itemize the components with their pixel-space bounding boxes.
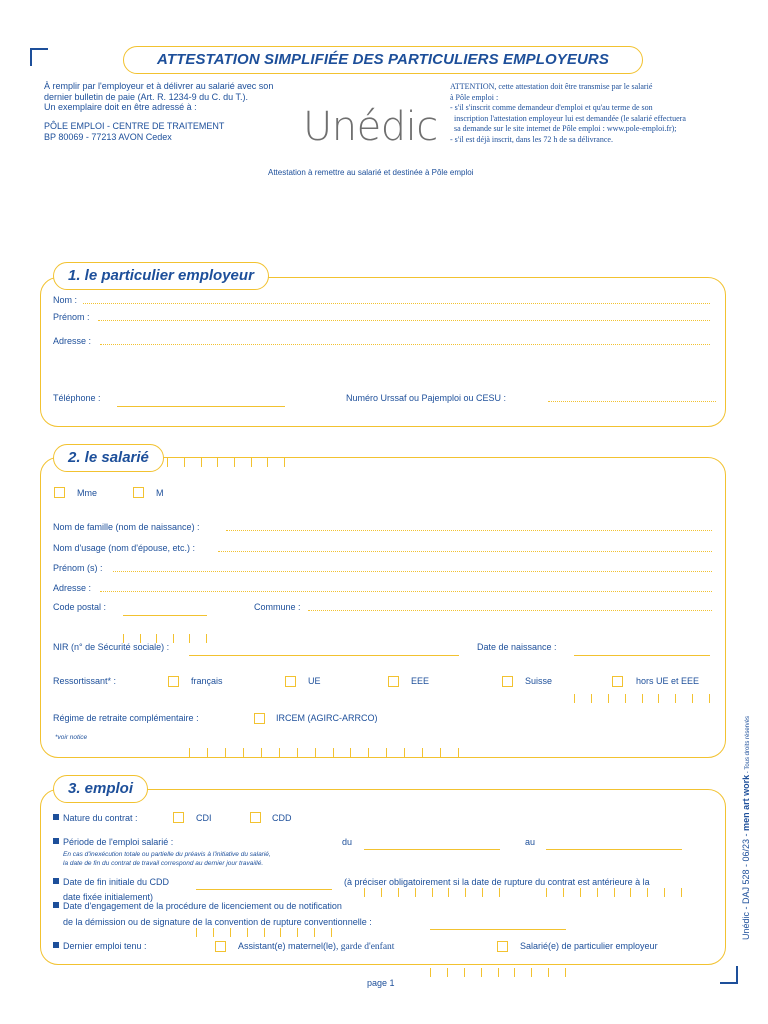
vertical-credits-small: - Tous droits réservés bbox=[745, 715, 751, 775]
periode-note-line: En cas d'inexécution totale ou partielle du préavis à l'initiative du salarié, bbox=[63, 851, 271, 858]
date-naissance-field[interactable] bbox=[574, 640, 710, 656]
date-fin-cdd-text: Date de fin initiale du CDD bbox=[63, 877, 170, 887]
suisse-label: Suisse bbox=[525, 676, 553, 686]
instruction-line: Un exemplaire doit en être adressé à : bbox=[44, 102, 197, 112]
nature-contrat-label bbox=[53, 813, 138, 823]
eee-checkbox[interactable] bbox=[388, 676, 399, 687]
salarie-adresse-label: Adresse : bbox=[53, 583, 92, 593]
cdi-checkbox[interactable] bbox=[173, 812, 184, 823]
instruction-line: À remplir par l'employeur et à délivrer au salarié avec son bbox=[44, 81, 274, 91]
assistant-checkbox[interactable] bbox=[215, 941, 226, 952]
employer-nom-label: Nom : bbox=[53, 295, 78, 305]
date-fin-cdd-label bbox=[53, 877, 169, 887]
nom-usage-field[interactable] bbox=[218, 551, 712, 552]
ue-label: UE bbox=[308, 676, 321, 686]
commune-label: Commune : bbox=[254, 602, 301, 612]
section-employee-title-text: 2. le salarié bbox=[68, 449, 149, 466]
engagement-label bbox=[53, 901, 342, 911]
cdi-label: CDI bbox=[196, 813, 212, 823]
hors-ue-checkbox[interactable] bbox=[612, 676, 623, 687]
section-emploi-title bbox=[53, 775, 148, 803]
periode-text: Période de l'emploi salarié : bbox=[63, 837, 174, 847]
date-fin-cdd-field[interactable] bbox=[196, 874, 332, 890]
m-label: M bbox=[156, 488, 164, 498]
mme-label: Mme bbox=[77, 488, 97, 498]
cdd-label: CDD bbox=[272, 813, 292, 823]
employer-nom-field[interactable] bbox=[83, 303, 710, 304]
section-employee-title bbox=[53, 444, 164, 472]
prenoms-label: Prénom (s) : bbox=[53, 563, 103, 573]
voir-notice: *voir notice bbox=[55, 734, 88, 741]
francais-checkbox[interactable] bbox=[168, 676, 179, 687]
nom-famille-label: Nom de famille (nom de naissance) : bbox=[53, 522, 200, 532]
document-title bbox=[123, 46, 643, 74]
regime-label: Régime de retraite complémentaire : bbox=[53, 713, 199, 723]
corner-mark-top-left bbox=[30, 48, 48, 66]
ircem-label: IRCEM (AGIRC-ARRCO) bbox=[276, 713, 378, 723]
employer-urssaf-label: Numéro Urssaf ou Pajemploi ou CESU : bbox=[346, 393, 507, 403]
francais-label: français bbox=[191, 676, 223, 686]
attention-line: - s'il s'inscrit comme demandeur d'emploi et qu'au terme de son bbox=[450, 103, 653, 113]
section-employer-title bbox=[53, 262, 269, 290]
code-postal-label: Code postal : bbox=[53, 602, 107, 612]
header-instructions bbox=[44, 81, 273, 113]
cdd-checkbox[interactable] bbox=[250, 812, 261, 823]
ue-checkbox[interactable] bbox=[285, 676, 296, 687]
employer-prenom-field[interactable] bbox=[98, 320, 710, 321]
attention-line: sa demande sur le site internet de Pôle emploi : www.pole-emploi.fr); bbox=[454, 124, 677, 134]
instruction-line: dernier bulletin de paie (Art. R. 1234-9 du C. du T.). bbox=[44, 91, 248, 102]
prenoms-field[interactable] bbox=[113, 571, 712, 572]
salarie-adresse-field[interactable] bbox=[100, 591, 712, 592]
au-label: au bbox=[525, 837, 536, 847]
assistant-text: Assistant(e) maternel(le) bbox=[238, 941, 337, 951]
nir-field[interactable] bbox=[189, 640, 459, 656]
date-naissance-label: Date de naissance : bbox=[477, 642, 557, 652]
periode-label bbox=[53, 837, 173, 847]
ressortissant-label: Ressortissant* : bbox=[53, 676, 117, 686]
employer-prenom-label: Prénom : bbox=[53, 312, 90, 322]
du-label: du bbox=[342, 837, 353, 847]
periode-au-field[interactable] bbox=[546, 834, 682, 850]
suisse-checkbox[interactable] bbox=[502, 676, 513, 687]
mme-checkbox[interactable] bbox=[54, 487, 65, 498]
section-employer-title-text: 1. le particulier employeur bbox=[68, 267, 254, 284]
salarie-pe-label: Salarié(e) de particulier employeur bbox=[520, 941, 658, 951]
employer-adresse-label: Adresse : bbox=[53, 336, 92, 346]
attention-line: inscription l'attestation employeur lui est demandée (le salarié effectuera bbox=[454, 113, 686, 123]
employer-telephone-field[interactable] bbox=[117, 391, 285, 407]
periode-du-field[interactable] bbox=[364, 834, 500, 850]
section-emploi-title-text: 3. emploi bbox=[68, 780, 134, 797]
pole-emploi-address bbox=[44, 121, 224, 142]
hors-ue-label: hors UE et EEE bbox=[636, 676, 700, 686]
periode-note-line: la date de fin du contrat de travail correspond au dernier jour travaillé. bbox=[63, 859, 264, 867]
date-fin-cdd-note: (à préciser obligatoirement si la date de rupture du contrat est antérieure à la bbox=[344, 877, 650, 887]
m-checkbox[interactable] bbox=[133, 487, 144, 498]
unedic-logo: Unédic bbox=[303, 104, 438, 150]
nir-label: NIR (n° de Sécurité sociale) : bbox=[53, 642, 170, 652]
assistant-label bbox=[238, 941, 394, 952]
salarie-pe-checkbox[interactable] bbox=[497, 941, 508, 952]
nom-famille-field[interactable] bbox=[226, 530, 712, 531]
vertical-credits-main: Unédic - DAJ 528 - 06/23 - bbox=[741, 830, 751, 940]
page-number: page 1 bbox=[367, 978, 395, 988]
attention-line: - s'il est déjà inscrit, dans les 72 h de sa délivrance. bbox=[450, 134, 613, 144]
attention-line: ATTENTION, cette attestation doit être transmise par le salarié bbox=[450, 82, 653, 91]
address-line: PÔLE EMPLOI - CENTRE DE TRAITEMENT bbox=[44, 121, 225, 131]
employer-urssaf-field[interactable] bbox=[548, 401, 716, 402]
vertical-credits bbox=[741, 716, 751, 940]
attention-line: à Pôle emploi : bbox=[450, 92, 499, 102]
employer-telephone-label: Téléphone : bbox=[53, 393, 101, 403]
dernier-emploi-label bbox=[53, 941, 147, 951]
address-line: BP 80069 - 77213 AVON Cedex bbox=[44, 131, 172, 142]
vertical-credits-bold: men art work bbox=[741, 774, 751, 831]
dernier-emploi-text: Dernier emploi tenu : bbox=[63, 941, 147, 951]
engagement-date-field[interactable] bbox=[430, 914, 566, 930]
nom-usage-label: Nom d'usage (nom d'épouse, etc.) : bbox=[53, 543, 196, 553]
periode-note bbox=[63, 851, 271, 868]
engagement-text: Date d'engagement de la procédure de licenciement ou de notification bbox=[63, 901, 342, 911]
header-subtitle: Attestation à remettre au salarié et destinée à Pôle emploi bbox=[268, 168, 474, 177]
commune-field[interactable] bbox=[308, 610, 712, 611]
engagement-text-2: de la démission ou de signature de la convention de rupture conventionnelle : bbox=[63, 917, 372, 927]
code-postal-field[interactable] bbox=[123, 600, 207, 616]
employer-adresse-field[interactable] bbox=[100, 344, 710, 345]
attention-notice bbox=[450, 82, 686, 146]
corner-mark-bottom-right bbox=[720, 966, 738, 984]
nature-contrat-text: Nature du contrat : bbox=[63, 813, 138, 823]
document-title-text: ATTESTATION SIMPLIFIÉE DES PARTICULIERS EMPLOYEURS bbox=[157, 51, 609, 68]
eee-label: EEE bbox=[411, 676, 430, 686]
garde-text: , garde d'enfant bbox=[336, 942, 395, 952]
ircem-checkbox[interactable] bbox=[254, 713, 265, 724]
date-fin-cdd-note2: date fixée initialement) bbox=[63, 892, 154, 902]
